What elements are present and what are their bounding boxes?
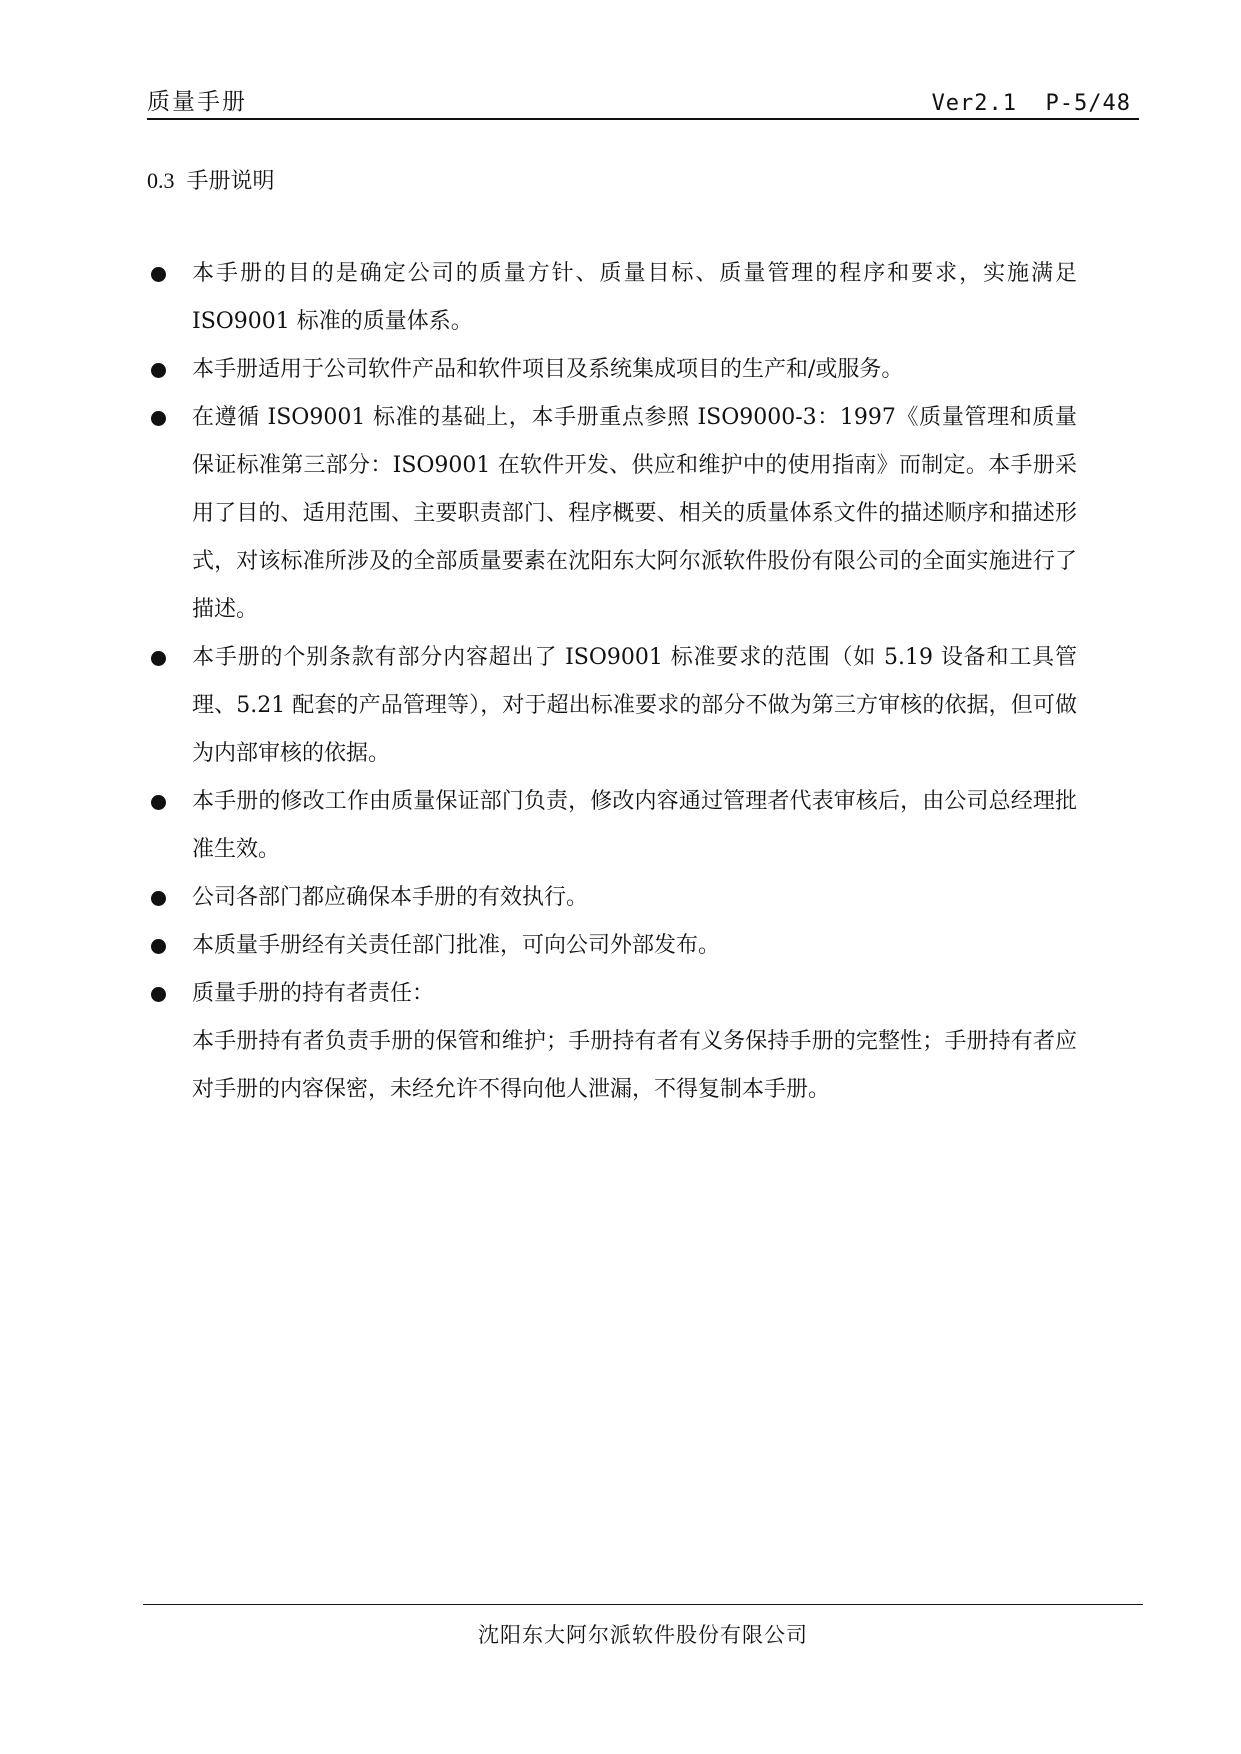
section-title: 手册说明 (186, 169, 275, 194)
bullet-list (147, 250, 1077, 1114)
bullet-icon (151, 267, 166, 282)
list-item (147, 634, 1077, 778)
page-header (147, 88, 1139, 120)
list-item (147, 346, 1077, 394)
list-item-text: 本手册适用于公司软件产品和软件项目及系统集成项目的生产和/或服务。 (192, 357, 904, 382)
list-item (147, 778, 1077, 874)
list-item-text: 在遵循 ISO9001 标准的基础上，本手册重点参照 ISO9000-3：1997《质量管理和质量保证标准第三部分：ISO9001 在软件开发、供应和维护中的使用指南》而制定。本手册采用了目的、适用范围、主要职责部门、程序概要、相关的质量体系文件的描述顺序和描述形式，对该标准所涉及的全部质量要素在沈阳东大阿尔派软件股份有限公司的全面实施进行了描述。 (192, 405, 1077, 622)
list-item (147, 250, 1077, 346)
list-item-text: 本手册的个别条款有部分内容超出了 ISO9001 标准要求的范围（如 5.19 设备和工具管理、5.21 配套的产品管理等），对于超出标准要求的部分不做为第三方审核的依据，但可做为内部审核的依据。 (192, 645, 1077, 766)
bullet-icon (151, 891, 166, 906)
section-number: 0.3 (147, 168, 175, 193)
footer-company: 沈阳东大阿尔派软件股份有限公司 (478, 1623, 808, 1647)
list-item (147, 394, 1077, 634)
list-item-text: 质量手册的持有者责任： (192, 981, 435, 1006)
list-item (147, 874, 1077, 922)
list-item-text: 本手册的目的是确定公司的质量方针、质量目标、质量管理的程序和要求，实施满足 ISO9001 标准的质量体系。 (192, 261, 1077, 334)
header-version-page: Ver2.1 P-5/48 (931, 91, 1131, 116)
list-item (147, 922, 1077, 970)
bullet-icon (151, 939, 166, 954)
list-item-subtext: 本手册持有者负责手册的保管和维护；手册持有者有义务保持手册的完整性；手册持有者应对手册的内容保密，未经允许不得向他人泄漏，不得复制本手册。 (192, 1029, 1077, 1102)
bullet-icon (151, 987, 166, 1002)
list-item-text: 本手册的修改工作由质量保证部门负责，修改内容通过管理者代表审核后，由公司总经理批准生效。 (192, 789, 1077, 862)
bullet-icon (151, 651, 166, 666)
bullet-icon (151, 411, 166, 426)
list-item (147, 970, 1077, 1114)
bullet-icon (151, 363, 166, 378)
header-title: 质量手册 (147, 89, 247, 115)
bullet-icon (151, 795, 166, 810)
page-footer (143, 1604, 1143, 1647)
list-item-text: 公司各部门都应确保本手册的有效执行。 (192, 885, 589, 910)
list-item-text: 本质量手册经有关责任部门批准，可向公司外部发布。 (192, 933, 721, 958)
section-heading (147, 164, 275, 195)
